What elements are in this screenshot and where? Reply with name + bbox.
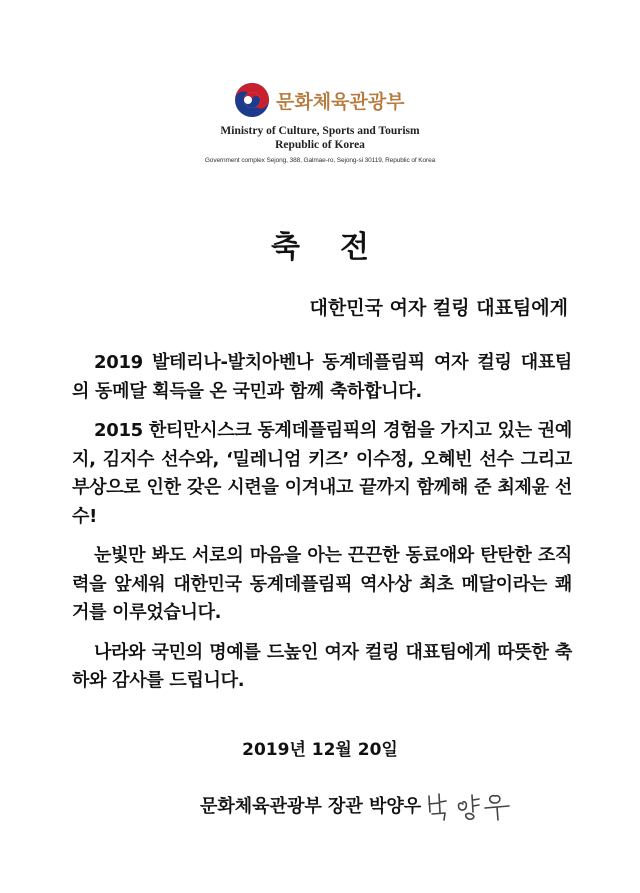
body-paragraph-4: 나라와 국민의 명예를 드높인 여자 컬링 대표팀에게 따뜻한 축하와 감사를 드립니다.	[72, 641, 572, 691]
body-paragraph-3: 눈빛만 봐도 서로의 마음을 아는 끈끈한 동료애와 탄탄한 조직력을 앞세워 대한민국 동계데플림픽 역사상 최초 메달이라는 쾌거를 이루었습니다.	[72, 545, 572, 623]
body-paragraph-1: 2019 발테리나-발치아벤나 동계데플림픽 여자 컬링 대표팀의 동메달 획득을 온 국민과 함께 축하합니다.	[72, 352, 572, 402]
signer-name: 문화체육관광부 장관 박양우	[200, 796, 422, 817]
ministry-address: Government complex Sejong, 388, Galmae-ro, Sejong-si 30119, Republic of Korea	[204, 157, 436, 164]
letter-body	[72, 349, 572, 707]
ministry-logo	[234, 82, 404, 118]
taegeuk-emblem-icon	[234, 82, 270, 118]
body-paragraph-2: 2015 한티만시스크 동계데플림픽의 경험을 가지고 있는 권예지, 김지수 선수와, ‘밀레니엄 키즈’ 이수정, 오혜빈 선수 그리고 부상으로 인한 갖은 시련을 이겨내고 끝까지 함께해 준 최제윤 선수!	[72, 420, 572, 527]
letter-recipient: 대한민국 여자 컬링 대표팀에게	[309, 297, 568, 319]
ministry-name-english	[0, 124, 640, 152]
signature-block	[200, 788, 523, 822]
ministry-english-line1: Ministry of Culture, Sports and Tourism	[220, 125, 420, 137]
letter-date: 2019년 12월 20일	[242, 740, 398, 760]
handwritten-signature	[423, 788, 523, 822]
ministry-english-line2: Republic of Korea	[275, 139, 365, 151]
letter-title: 축전	[271, 230, 409, 265]
ministry-name-korean: 문화체육관광부	[276, 90, 405, 113]
